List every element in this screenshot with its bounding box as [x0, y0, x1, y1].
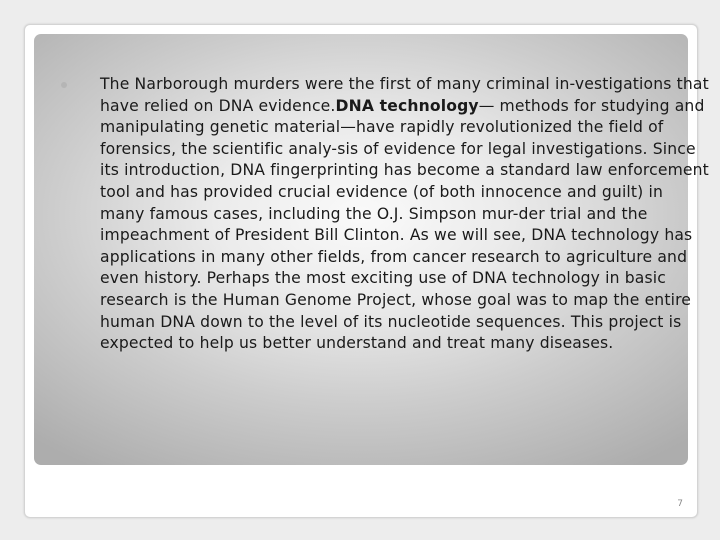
page-number: 7: [677, 499, 683, 509]
bullet-text-intro: The Narborough murders were the first of many criminal in-vestigations that have relied on DNA evidence.: [100, 75, 709, 115]
bullet-dot-icon: [61, 82, 67, 88]
slide: [24, 24, 709, 518]
bullet-text-body: — methods for studying and manipulating genetic material—have rapidly revolutionized the field of forensics, the scientific analy-sis of evidence for legal investigations. Since its introduction, DNA fingerprinting has become a standard law enforcement tool and has provided crucial evidence (of both innocence and guilt) in many famous cases, including the O.J. Simpson mur-der trial and the impeachment of President Bill Clinton. As we will see, DNA technology has applications in many other fields, from cancer research to agriculture and even history. Perhaps the most exciting use of DNA technology in basic research is the Human Genome Project, whose goal was to map the entire human DNA down to the level of its nucleotide sequences. This project is expected to help us better understand and treat many diseases.: [100, 96, 709, 353]
bullet-text: [100, 74, 712, 355]
bullet-text-term: DNA technology: [335, 96, 479, 115]
